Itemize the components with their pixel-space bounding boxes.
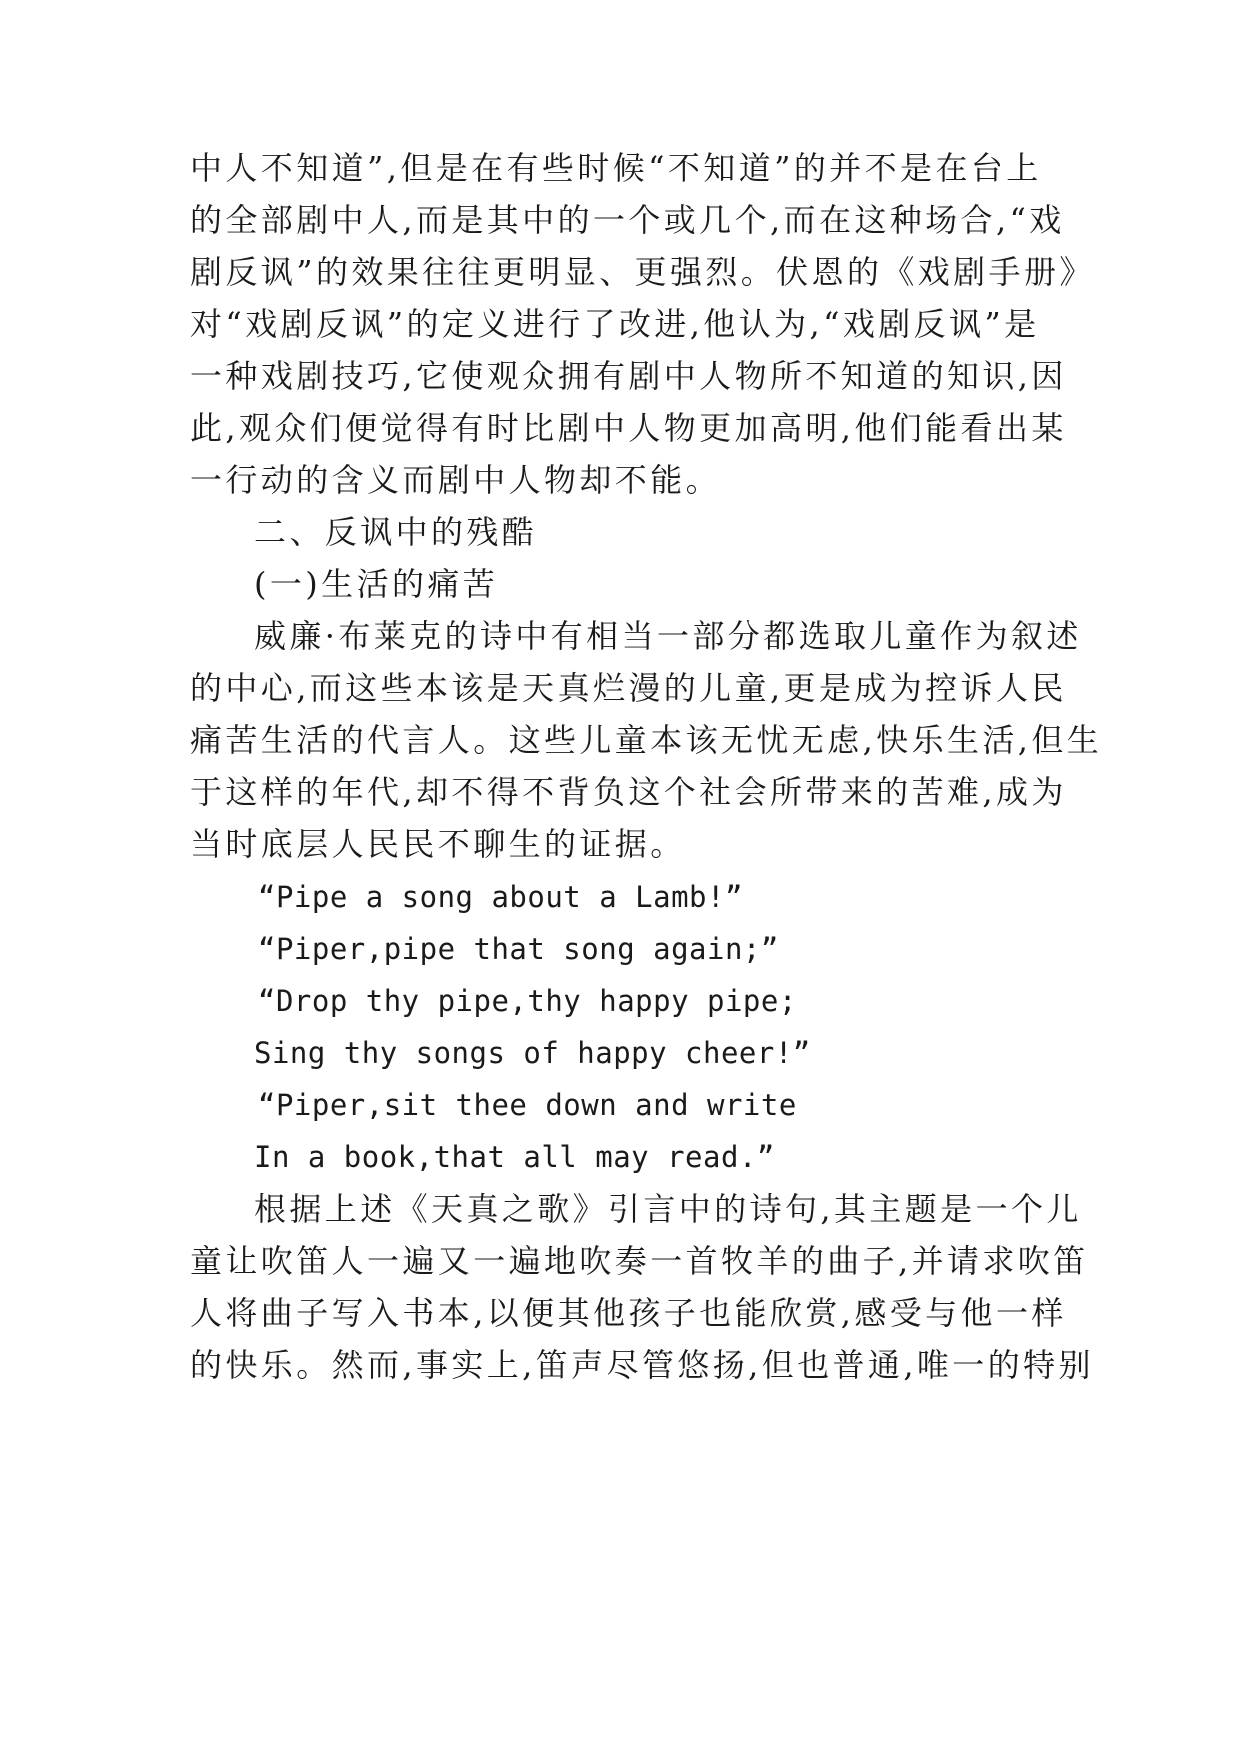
body-text-line: 对“戏剧反讽”的定义进行了改进,他认为,“戏剧反讽”是 bbox=[190, 305, 1040, 343]
body-text-line: 的快乐。然而,事实上,笛声尽管悠扬,但也普通,唯一的特别 bbox=[190, 1346, 1094, 1384]
body-text-line: 一行动的含义而剧中人物却不能。 bbox=[190, 461, 722, 499]
poem-line: Sing thy songs of happy cheer!” bbox=[254, 1036, 811, 1070]
body-text-line: 中人不知道”,但是在有些时候“不知道”的并不是在台上 bbox=[190, 149, 1042, 187]
body-text-line: 于这样的年代,却不得不背负这个社会所带来的苦难,成为 bbox=[190, 773, 1067, 811]
body-text-line: 痛苦生活的代言人。这些儿童本该无忧无虑,快乐生活,但生 bbox=[190, 721, 1103, 759]
poem-line: In a book,that all may read.” bbox=[254, 1140, 775, 1174]
body-text-line: 此,观众们便觉得有时比剧中人物更加高明,他们能看出某 bbox=[190, 409, 1067, 447]
paragraph-first-line: 威廉·布莱克的诗中有相当一部分都选取儿童作为叙述 bbox=[254, 617, 1082, 655]
poem-line: “Pipe a song about a Lamb!” bbox=[258, 880, 743, 914]
paragraph-first-line: 根据上述《天真之歌》引言中的诗句,其主题是一个儿 bbox=[254, 1190, 1082, 1228]
poem-line: “Drop thy pipe,thy happy pipe; bbox=[258, 984, 797, 1018]
body-text-line: 的全部剧中人,而是其中的一个或几个,而在这种场合,“戏 bbox=[190, 201, 1065, 239]
poem-line: “Piper,pipe that song again;” bbox=[258, 932, 779, 966]
subsection-heading: (一)生活的痛苦 bbox=[254, 565, 499, 603]
body-text-line: 一种戏剧技巧,它使观众拥有剧中人物所不知道的知识,因 bbox=[190, 357, 1067, 395]
body-text-line: 剧反讽”的效果往往更明显、更强烈。伏恩的《戏剧手册》 bbox=[190, 253, 1095, 291]
body-text-line: 的中心,而这些本该是天真烂漫的儿童,更是成为控诉人民 bbox=[190, 669, 1067, 707]
section-heading: 二、反讽中的残酷 bbox=[254, 513, 538, 551]
body-text-line: 当时底层人民民不聊生的证据。 bbox=[190, 825, 686, 863]
poem-line: “Piper,sit thee down and write bbox=[258, 1088, 797, 1122]
body-text-line: 人将曲子写入书本,以便其他孩子也能欣赏,感受与他一样 bbox=[190, 1294, 1067, 1332]
body-text-line: 童让吹笛人一遍又一遍地吹奏一首牧羊的曲子,并请求吹笛 bbox=[190, 1242, 1089, 1280]
